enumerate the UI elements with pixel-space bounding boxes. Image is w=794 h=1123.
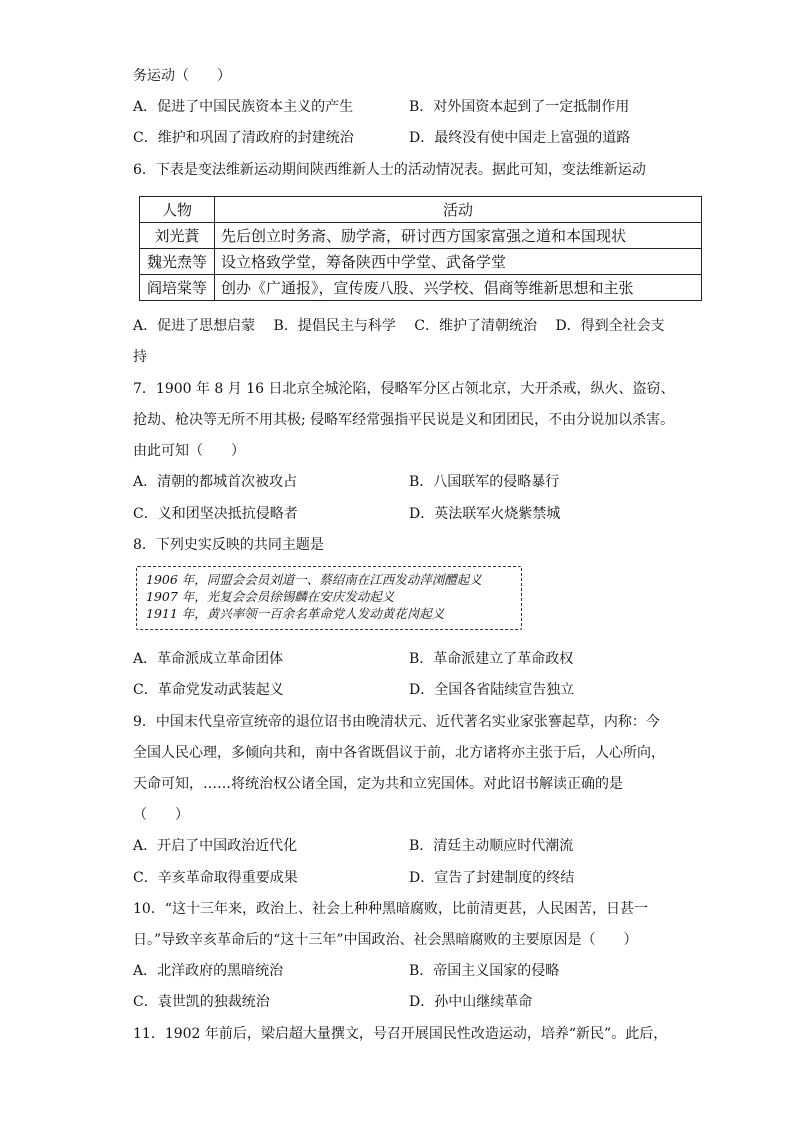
q7-option-d[interactable]: D．英法联军火烧紫禁城	[409, 506, 561, 522]
q7-stem-line-1: 7．1900 年 8 月 16 日北京全城沦陷，侵略军分区占领北京，大开杀戒，纵火、盗窃、	[133, 381, 675, 397]
table-cell-person: 阎培棠等	[140, 275, 215, 301]
q6-activity-table	[139, 196, 702, 301]
table-header-activity: 活动	[215, 197, 702, 223]
q8-material-line-2: 1907 年，光复会会员徐锡麟在安庆发动起义	[146, 589, 395, 604]
q6-options[interactable]: A．促进了思想启蒙 B．提倡民主与科学 C．维护了清朝统治 D．得到全社会支	[133, 318, 665, 334]
q9-stem-line-4: （ ）	[133, 807, 189, 823]
q8-material-line-3: 1911 年，黄兴率领一百余名革命党人发动黄花岗起义	[146, 606, 445, 621]
q8-material-box	[136, 566, 522, 630]
q7-stem-line-2: 抢劫、枪决等无所不用其极; 侵略军经常强指平民说是义和团团民，不由分说加以杀害。	[133, 412, 675, 428]
q8-option-c[interactable]: C．革命党发动武装起义	[133, 682, 284, 698]
table-header-person: 人物	[140, 197, 215, 223]
q9-option-d[interactable]: D．宣告了封建制度的终结	[409, 870, 575, 886]
q9-stem-line-1: 9．中国末代皇帝宣统帝的退位诏书由晚清状元、近代著名实业家张謇起草，内称：今	[133, 714, 660, 730]
q6-stem: 6．下表是变法维新运动期间陕西维新人士的活动情况表。据此可知，变法维新运动	[133, 162, 646, 178]
table-row	[140, 275, 702, 301]
q10-option-c[interactable]: C．袁世凯的独裁统治	[133, 994, 270, 1010]
q7-option-c[interactable]: C．义和团坚决抵抗侵略者	[133, 506, 298, 522]
table-header-row	[140, 197, 702, 223]
q10-option-d[interactable]: D．孙中山继续革命	[409, 994, 533, 1010]
table-row	[140, 223, 702, 249]
q5-option-a[interactable]: A．促进了中国民族资本主义的产生	[133, 99, 354, 115]
q11-stem: 11．1902 年前后，梁启超大量撰文，号召开展国民性改造运动，培养“新民”。此后，	[133, 1026, 668, 1042]
table-cell-activity: 创办《广通报》，宣传废八股、兴学校、倡商等维新思想和主张	[215, 275, 702, 301]
q6-options-wrap: 持	[133, 349, 147, 365]
q8-material-line-1: 1906 年，同盟会会员刘道一、蔡绍南在江西发动萍浏醴起义	[146, 572, 482, 587]
q10-option-b[interactable]: B．帝国主义国家的侵略	[409, 963, 560, 979]
table-cell-person: 魏光焘等	[140, 249, 215, 275]
q7-option-a[interactable]: A．清朝的都城首次被攻占	[133, 474, 298, 490]
table-cell-activity: 先后创立时务斋、励学斋，研讨西方国家富强之道和本国现状	[215, 223, 702, 249]
q10-stem-line-2: 日。”导致辛亥革命后的“这十三年”中国政治、社会黑暗腐败的主要原因是（ ）	[133, 932, 638, 948]
q10-stem-line-1: 10．“这十三年来，政治上、社会上种种黑暗腐败，比前清更甚，人民困苦，日甚一	[133, 901, 648, 917]
q9-option-b[interactable]: B．清廷主动顺应时代潮流	[409, 838, 574, 854]
q9-option-c[interactable]: C．辛亥革命取得重要成果	[133, 870, 298, 886]
q5-option-d[interactable]: D．最终没有使中国走上富强的道路	[409, 130, 631, 146]
table-cell-activity: 设立格致学堂，筹备陕西中学堂、武备学堂	[215, 249, 702, 275]
q7-stem-line-3: 由此可知（ ）	[133, 443, 245, 459]
q8-stem: 8．下列史实反映的共同主题是	[133, 537, 324, 553]
q9-option-a[interactable]: A．开启了中国政治近代化	[133, 838, 298, 854]
table-cell-person: 刘光蕡	[140, 223, 215, 249]
q10-option-a[interactable]: A．北洋政府的黑暗统治	[133, 963, 284, 979]
q8-option-a[interactable]: A．革命派成立革命团体	[133, 651, 284, 667]
q7-option-b[interactable]: B．八国联军的侵略暴行	[409, 474, 560, 490]
q5-option-b[interactable]: B．对外国资本起到了一定抵制作用	[409, 99, 630, 115]
q5-stem-tail: 务运动（ ）	[133, 68, 231, 84]
q5-option-c[interactable]: C．维护和巩固了清政府的封建统治	[133, 130, 354, 146]
q9-stem-line-2: 全国人民心理，多倾向共和，南中各省既倡议于前，北方诸将亦主张于后，人心所向，	[133, 745, 665, 761]
q8-option-b[interactable]: B．革命派建立了革命政权	[409, 651, 574, 667]
table-row	[140, 249, 702, 275]
q9-stem-line-3: 天命可知，……将统治权公诸全国，定为共和立宪国体。对此诏书解读正确的是	[133, 776, 623, 792]
q8-option-d[interactable]: D．全国各省陆续宣告独立	[409, 682, 575, 698]
